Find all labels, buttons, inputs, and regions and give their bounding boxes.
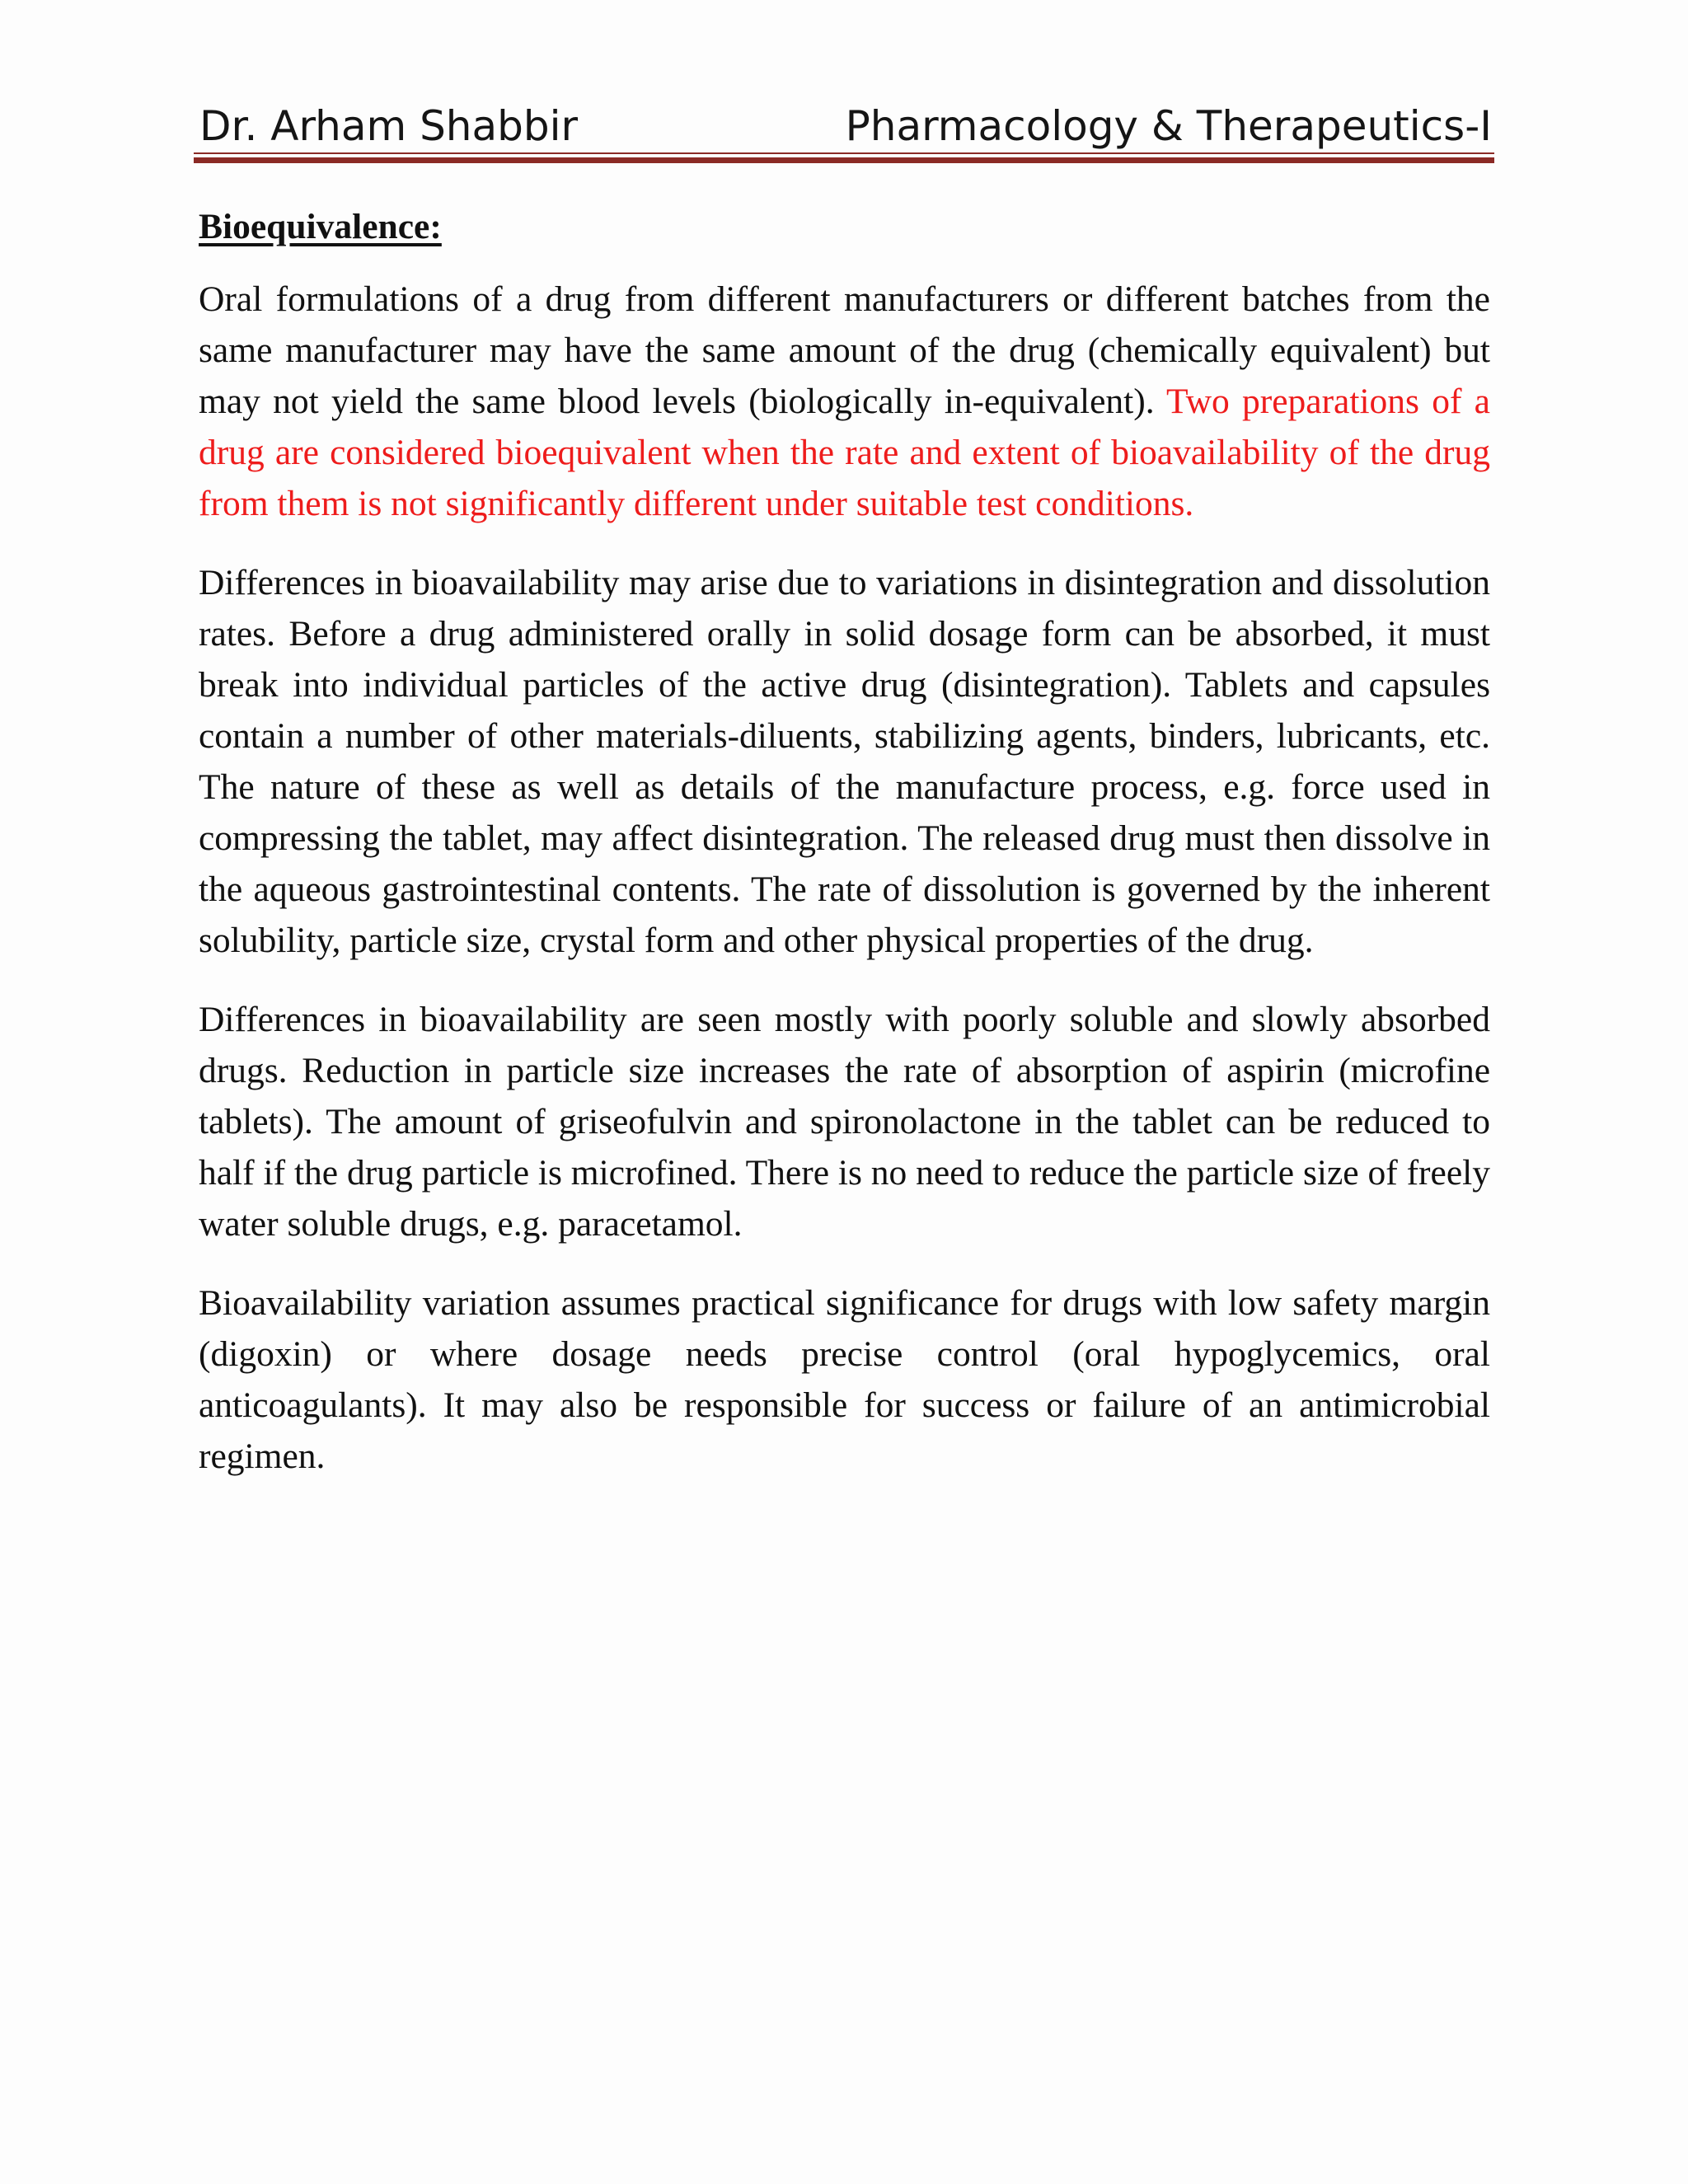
page-content: [199, 201, 1490, 1510]
header-course-title: Pharmacology & Therapeutics-I: [845, 102, 1492, 150]
paragraph-practical-significance: [199, 1277, 1490, 1482]
paragraph-bioequivalence-definition: [199, 274, 1490, 529]
paragraph-text: Bioavailability variation assumes practical significance for drugs with low safety margin (digoxin) or where dosage needs precise control (oral hypoglycemics, oral anticoagulants). It may also be responsible for success or failure of an antimicrobial regimen.: [199, 1283, 1490, 1476]
highlighted-definition: Two preparations of a drug are considered bioequivalent when the rate and extent of bioavailability of the drug from them is not significantly different under suitable test conditions.: [199, 382, 1490, 523]
header-author: Dr. Arham Shabbir: [199, 102, 579, 150]
page-header: [198, 97, 1492, 155]
section-heading: Bioequivalence:: [199, 207, 442, 246]
header-rule-thick: [194, 157, 1494, 163]
header-rule-thin: [194, 152, 1494, 154]
paragraph-text: Differences in bioavailability are seen mostly with poorly soluble and slowly absorbed drugs. Reduction in particle size increases the rate of absorption of aspirin (microfine tablets). The amount of griseofulvin and spironolactone in the tablet can be reduced to half if the drug particle is microfined. There is no need to reduce the particle size of freely water soluble drugs, e.g. paracetamol.: [199, 1000, 1490, 1244]
paragraph-text: Differences in bioavailability may arise due to variations in disintegration and dissolution rates. Before a drug administered orally in solid dosage form can be absorbed, it must break into individual particles of the active drug (disintegration). Tablets and capsules contain a number of other materials-diluents, stabilizing agents, binders, lubricants, etc. The nature of these as well as details of the manufacture process, e.g. force used in compressing the tablet, may affect disintegration. The released drug must then dissolve in the aqueous gastrointestinal contents. The rate of dissolution is governed by the inherent solubility, particle size, crystal form and other physical properties of the drug.: [199, 563, 1490, 960]
paragraph-disintegration-dissolution: [199, 557, 1490, 966]
paragraph-particle-size: [199, 994, 1490, 1249]
paragraph-text: Oral formulations of a drug from different manufacturers or different batches from the same manufacturer may have the same amount of the drug (chemically equivalent) but may not yield the same blood levels (biologically in-equivalent).: [199, 279, 1490, 421]
